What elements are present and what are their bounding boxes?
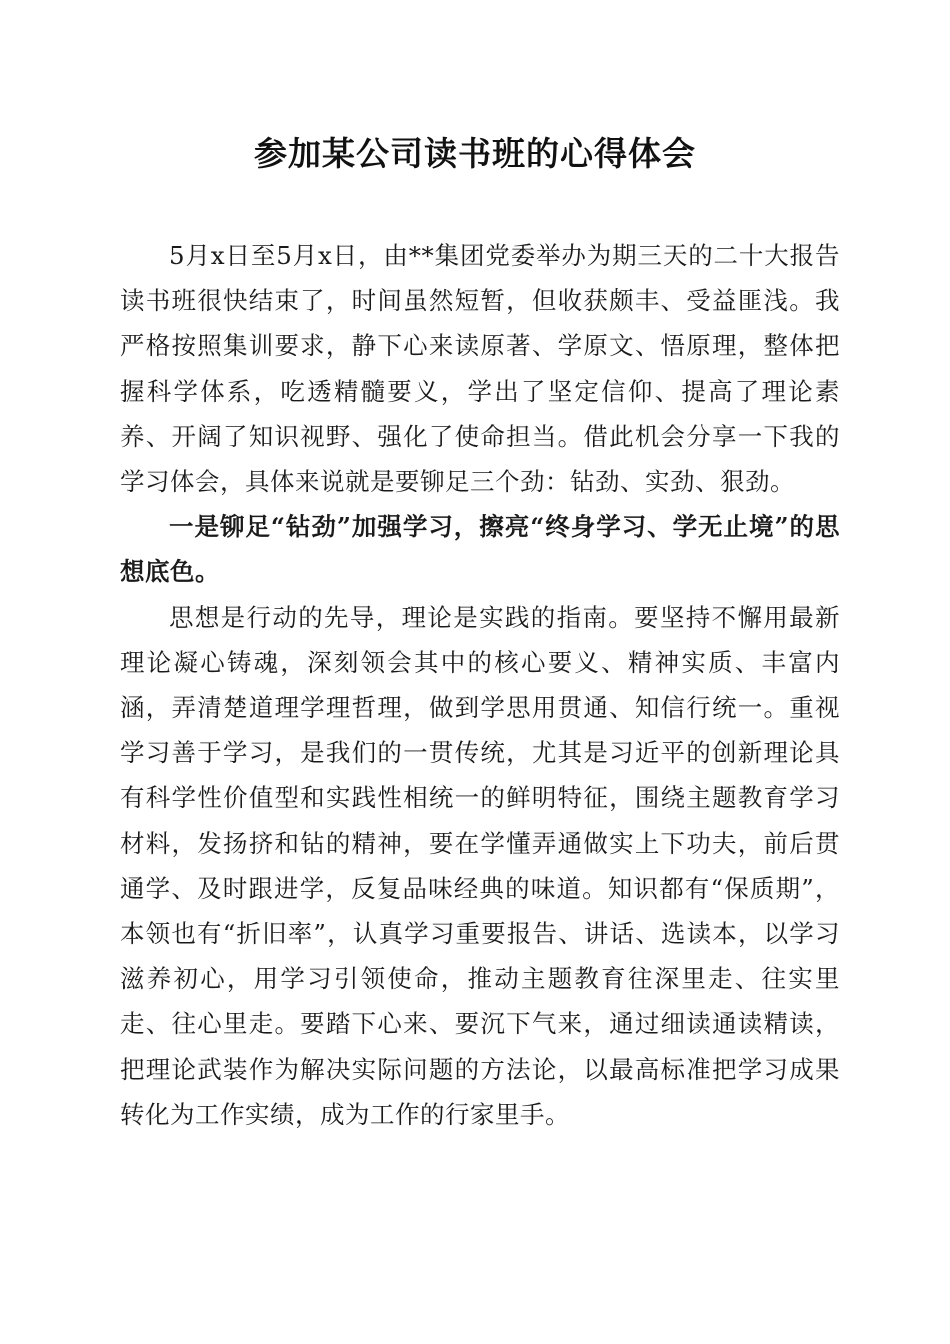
document-body bbox=[120, 233, 840, 1137]
paragraph-section-heading: 一是铆足“钻劲”加强学习，擦亮“终身学习、学无止境”的思想底色。 bbox=[120, 512, 840, 587]
document-title: 参加某公司读书班的心得体会 bbox=[254, 134, 696, 173]
paragraph-intro: 5月x日至5月x日，由**集团党委举办为期三天的二十大报告读书班很快结束了，时间虽然短暂，但收获颇丰、受益匪浅。我严格按照集训要求，静下心来读原著、学原文、悟原理，整体把握科学体系，吃透精髓要义，学出了坚定信仰、提高了理论素养、开阔了知识视野、强化了使命担当。借此机会分享一下我的学习体会，具体来说就是要铆足三个劲：钻劲、实劲、狠劲。 bbox=[120, 241, 840, 497]
paragraph-section-body: 思想是行动的先导，理论是实践的指南。要坚持不懈用最新理论凝心铸魂，深刻领会其中的核心要义、精神实质、丰富内涵，弄清楚道理学理哲理，做到学思用贯通、知信行统一。重视学习善于学习，是我们的一贯传统，尤其是习近平的创新理论具有科学性价值型和实践性相统一的鲜明特征，围绕主题教育学习材料，发扬挤和钻的精神，要在学懂弄通做实上下功夫，前后贯通学、及时跟进学，反复品味经典的味道。知识都有“保质期”，本领也有“折旧率”，认真学习重要报告、讲话、选读本，以学习滋养初心，用学习引领使命，推动主题教育往深里走、往实里走、往心里走。要踏下心来、要沉下气来，通过细读通读精读，把理论武装作为解决实际问题的方法论，以最高标准把学习成果转化为工作实绩，成为工作的行家里手。 bbox=[120, 602, 840, 1129]
